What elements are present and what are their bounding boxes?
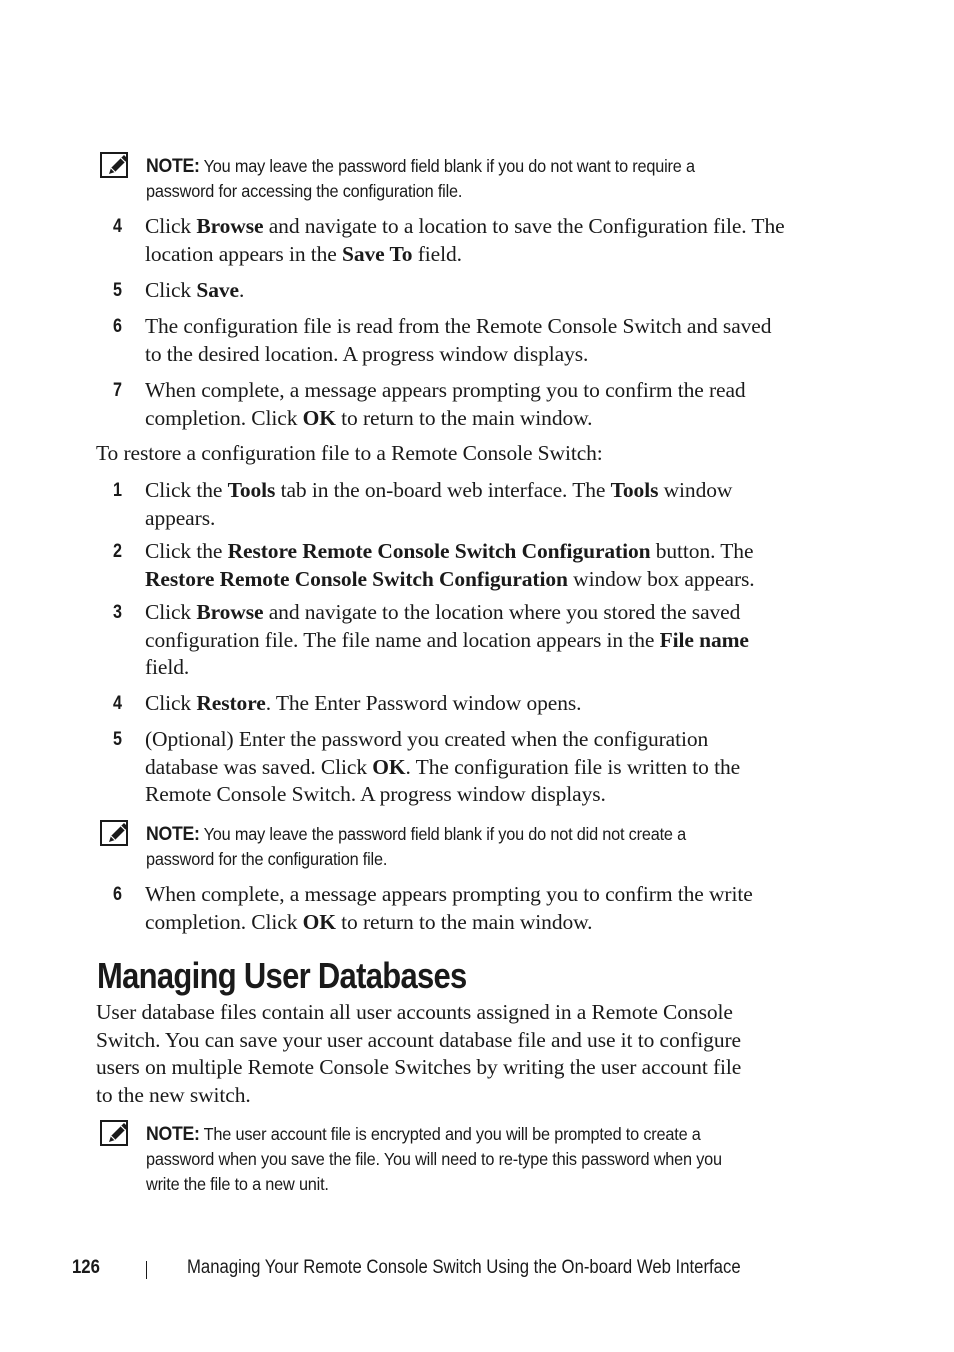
restore-intro: To restore a configuration file to a Remote Console Switch:: [96, 441, 603, 465]
note-icon-1: [100, 152, 130, 183]
step-number: 6: [113, 316, 122, 337]
ui-term: Save To: [342, 241, 413, 266]
note-pencil-icon: [100, 1120, 130, 1146]
note-text: password for the configuration file.: [146, 849, 388, 869]
note-1: [146, 154, 834, 204]
note-3: [146, 1122, 862, 1197]
step-5-save: Click Save.: [145, 278, 245, 302]
step-number: 1: [113, 480, 122, 501]
step-number: 4: [113, 693, 122, 714]
note-pencil-icon: [100, 820, 130, 846]
ui-term: OK: [302, 909, 336, 934]
note-icon-2: [100, 820, 130, 851]
ui-term: Restore: [196, 691, 266, 715]
step-4-restore: Click Restore. The Enter Password window opens.: [145, 691, 582, 715]
step-7-save: When complete, a message appears prompting you to confirm the read completion. Click OK to return to the main window.: [145, 378, 746, 430]
step-5-restore: (Optional) Enter the password you created when the configuration database was saved. Click OK. The configuration file is written to the Remote Console Switch. A progress window displays.: [145, 727, 741, 806]
note-text: The user account file is encrypted and you will be prompted to create a: [203, 1124, 701, 1144]
page-number: 126: [72, 1257, 100, 1278]
step-4-save: Click Browse and navigate to a location to save the Configuration file. The location appears in the Save To field.: [145, 214, 785, 266]
step-6-save: The configuration file is read from the Remote Console Switch and saved to the desired location. A progress window displays.: [145, 314, 772, 366]
note-text: password when you save the file. You will need to re-type this password when you: [146, 1149, 722, 1169]
step-6-restore: When complete, a message appears prompting you to confirm the write completion. Click OK to return to the main window.: [145, 882, 753, 934]
step-number: 5: [113, 280, 122, 301]
ui-term: Browse: [196, 214, 264, 238]
ui-term: Tools: [610, 478, 659, 502]
step-number: 4: [113, 216, 122, 237]
step-number: 3: [113, 602, 122, 623]
note-2: [146, 822, 834, 872]
note-label: NOTE:: [146, 1124, 200, 1145]
running-footer-title: Managing Your Remote Console Switch Using the On-board Web Interface: [187, 1257, 741, 1278]
note-label: NOTE:: [146, 824, 200, 845]
section-paragraph: User database files contain all user accounts assigned in a Remote Console Switch. You can save your user account database file and use it to configure users on multiple Remote Console Switches by writing the user account file to the new switch.: [96, 1000, 742, 1107]
step-number: 5: [113, 729, 122, 750]
note-pencil-icon: [100, 152, 130, 178]
step-1-restore: Click the Tools tab in the on-board web interface. The Tools window appears.: [145, 478, 733, 530]
note-text: write the file to a new unit.: [146, 1174, 329, 1194]
ui-term: Tools: [227, 478, 276, 502]
ui-term: File name: [659, 627, 749, 652]
note-label: NOTE:: [146, 156, 200, 177]
ui-term: Restore Remote Console Switch Configuration: [227, 539, 651, 563]
ui-term: Save: [196, 278, 239, 302]
note-text: password for accessing the configuration file.: [146, 181, 463, 201]
step-2-restore: Click the Restore Remote Console Switch Configuration button. The Restore Remote Console Switch Configuration window box appears.: [145, 539, 755, 591]
note-text: You may leave the password field blank if you do not want to require a: [203, 156, 695, 176]
section-heading: Managing User Databases: [97, 955, 467, 996]
ui-term: Restore Remote Console Switch Configuration: [145, 566, 568, 591]
step-3-restore: Click Browse and navigate to the location where you stored the saved configuration file. The file name and location appears in the File name field.: [145, 600, 749, 679]
footer-separator: [146, 1261, 147, 1279]
step-number: 7: [113, 380, 122, 401]
step-number: 6: [113, 884, 122, 905]
ui-term: Browse: [196, 600, 264, 624]
ui-term: OK: [302, 405, 336, 430]
ui-term: OK: [372, 754, 406, 779]
note-text: You may leave the password field blank if you do not did not create a: [203, 824, 686, 844]
note-icon-3: [100, 1120, 130, 1151]
step-number: 2: [113, 541, 122, 562]
